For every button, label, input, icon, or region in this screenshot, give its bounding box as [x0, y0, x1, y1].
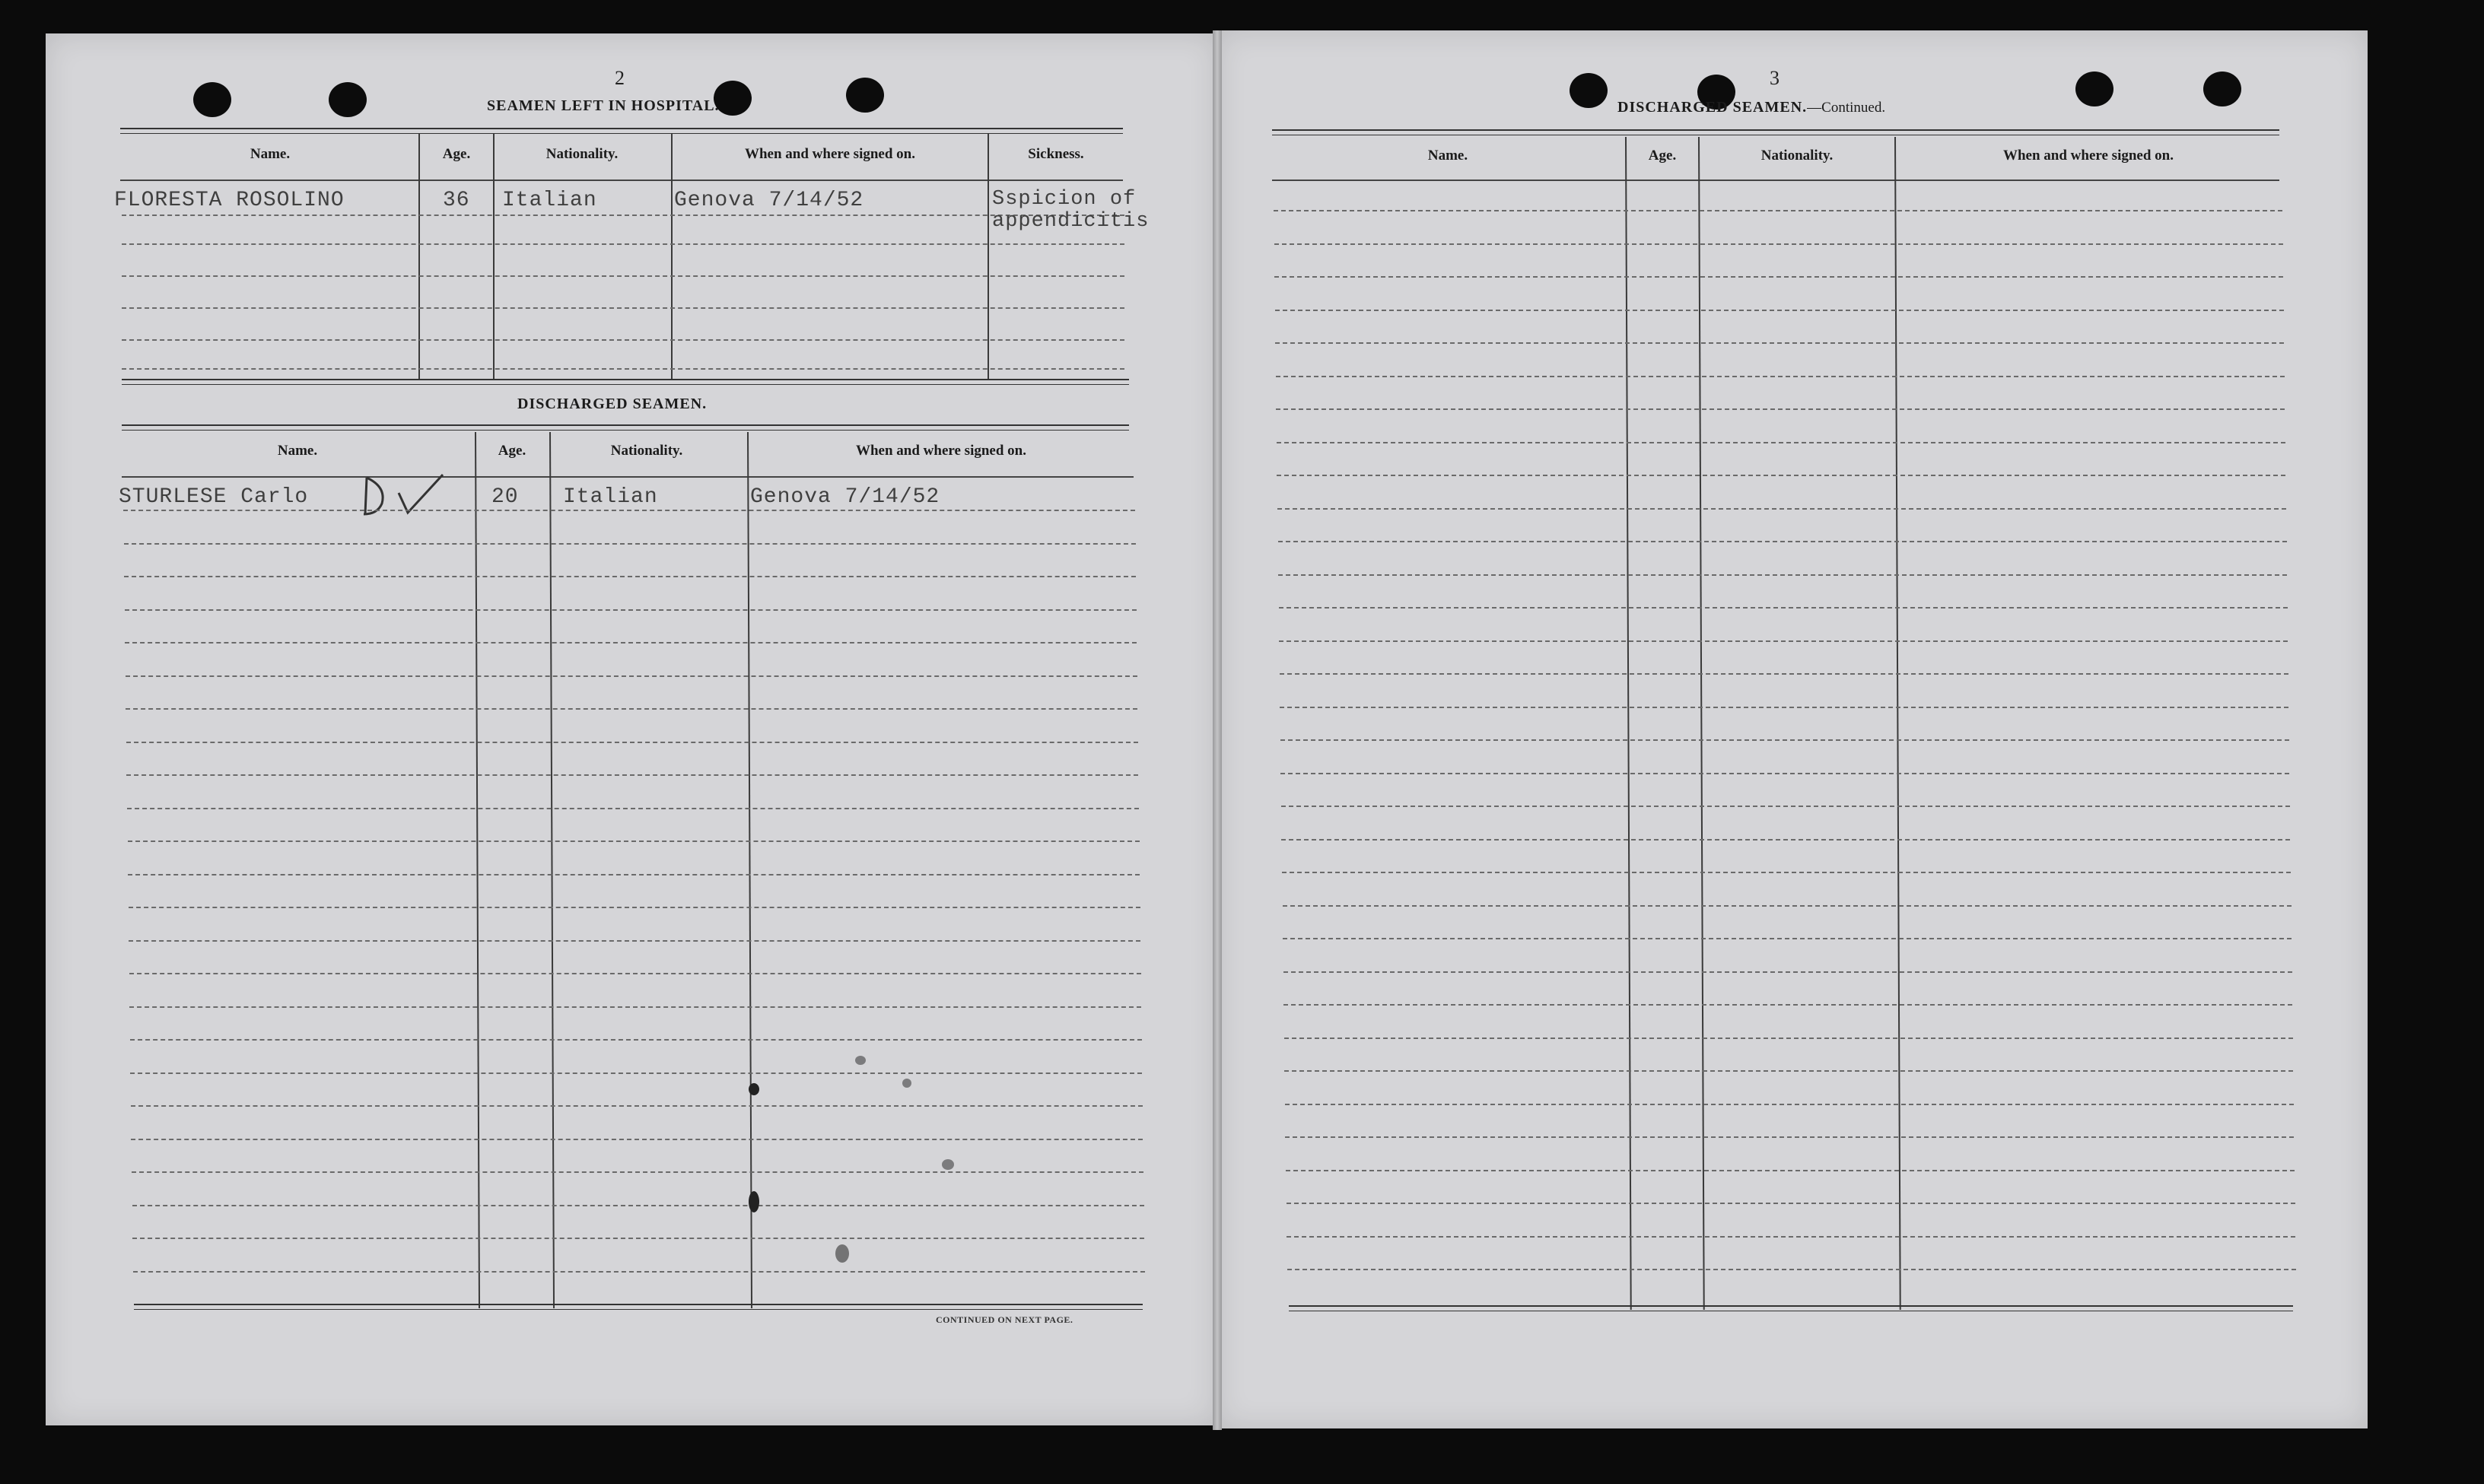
entry-line — [122, 243, 1124, 245]
entry-line — [1287, 1269, 2296, 1270]
entry-line — [1274, 276, 2283, 278]
discharged-top-rule — [122, 424, 1129, 431]
entry-line — [126, 675, 1137, 677]
continued-suffix: —Continued. — [1807, 100, 1886, 116]
entry-line — [1281, 839, 2290, 841]
entry-line — [122, 275, 1124, 277]
entry-line — [132, 1238, 1144, 1239]
entry-line — [1277, 442, 2285, 443]
entry-line — [128, 841, 1140, 842]
entry-line — [1275, 310, 2284, 311]
hospital-row-signed-on: Genova 7/14/52 — [674, 189, 864, 212]
entry-line — [133, 1271, 1145, 1273]
entry-line — [1285, 1136, 2294, 1138]
ink-stain — [749, 1191, 759, 1212]
discharged-section-title: DISCHARGED SEAMEN. — [517, 396, 708, 412]
entry-line — [126, 742, 1138, 743]
column-divider — [493, 134, 495, 379]
hospital-top-rule — [120, 128, 1123, 134]
hospital-row-sickness: Sspicion of appendicitis — [992, 188, 1150, 233]
discharged-col-signed-on: When and where signed on. — [855, 443, 1026, 459]
discharged-col-nationality: Nationality. — [610, 443, 683, 459]
ink-stain — [942, 1159, 954, 1170]
entry-line — [128, 874, 1140, 875]
right-col-nationality: Nationality. — [1760, 148, 1834, 164]
column-divider — [988, 134, 989, 379]
entry-line — [124, 576, 1136, 577]
ink-stain — [835, 1244, 849, 1263]
right-bottom-rule — [1289, 1305, 2293, 1311]
hospital-col-nationality: Nationality. — [545, 146, 619, 162]
entry-line — [129, 973, 1141, 974]
ink-stain — [855, 1056, 866, 1065]
entry-line — [1283, 905, 2292, 907]
entry-line — [1278, 574, 2287, 576]
right-page — [1217, 30, 2368, 1428]
hospital-row-name: FLORESTA ROSOLINO — [114, 189, 345, 212]
right-col-signed-on: When and where signed on. — [2002, 148, 2174, 164]
hospital-col-signed-on: When and where signed on. — [744, 146, 915, 162]
discharged-col-age: Age. — [498, 443, 526, 459]
punch-hole — [2203, 71, 2241, 106]
entry-line — [1284, 1038, 2293, 1039]
ink-stain — [749, 1083, 759, 1095]
entry-line — [130, 1039, 1142, 1041]
entry-line — [1285, 1104, 2294, 1105]
hospital-header-rule — [120, 180, 1123, 181]
entry-line — [1274, 243, 2283, 245]
entry-line — [1280, 707, 2288, 708]
punch-hole — [193, 82, 231, 117]
entry-line — [129, 1006, 1141, 1008]
entry-line — [1275, 342, 2284, 344]
right-col-name: Name. — [1427, 148, 1468, 164]
entry-line — [1286, 1170, 2295, 1171]
discharged-header-rule — [122, 476, 1134, 478]
entry-line — [1287, 1236, 2295, 1238]
hospital-col-name: Name. — [250, 146, 291, 162]
entry-line — [1280, 773, 2289, 774]
entry-line — [1280, 673, 2288, 675]
entry-line — [125, 642, 1137, 643]
punch-hole — [846, 78, 884, 113]
entry-line — [132, 1171, 1143, 1173]
entry-line — [122, 368, 1124, 370]
entry-line — [122, 214, 1124, 216]
entry-line — [130, 1072, 1142, 1074]
discharged-bottom-rule — [134, 1304, 1143, 1310]
handwritten-check-mark — [358, 470, 456, 520]
hospital-col-age: Age. — [442, 146, 471, 162]
hospital-col-sickness: Sickness. — [1028, 146, 1084, 162]
hospital-bottom-rule — [122, 379, 1129, 385]
entry-line — [1280, 739, 2289, 741]
entry-line — [1287, 1203, 2295, 1204]
left-page — [46, 33, 1217, 1425]
page-number: 3 — [1770, 67, 1780, 89]
hospital-row-age: 36 — [443, 189, 470, 212]
entry-line — [1278, 541, 2287, 542]
entry-line — [1282, 872, 2291, 873]
entry-line — [131, 1139, 1143, 1140]
entry-line — [1284, 1070, 2293, 1072]
ink-stain — [902, 1079, 911, 1088]
entry-line — [1274, 210, 2282, 211]
column-divider — [418, 134, 420, 379]
entry-line — [1279, 607, 2288, 609]
entry-line — [1276, 408, 2285, 410]
punch-hole — [329, 82, 367, 117]
right-top-rule — [1272, 129, 2279, 135]
entry-line — [1276, 376, 2285, 377]
right-col-age: Age. — [1648, 148, 1677, 164]
continued-note: CONTINUED ON NEXT PAGE. — [936, 1314, 1073, 1325]
column-divider — [671, 134, 673, 379]
entry-line — [123, 510, 1135, 511]
entry-line — [127, 808, 1139, 809]
entry-line — [129, 940, 1140, 942]
entry-line — [132, 1205, 1144, 1206]
punch-hole — [1570, 73, 1608, 108]
entry-line — [131, 1105, 1143, 1107]
entry-line — [126, 708, 1137, 710]
entry-line — [126, 774, 1138, 776]
discharged-col-name: Name. — [277, 443, 318, 459]
entry-line — [1283, 971, 2292, 973]
entry-line — [124, 543, 1136, 545]
entry-line — [1283, 1004, 2292, 1006]
discharged-row-name: STURLESE Carlo — [119, 485, 309, 509]
entry-line — [125, 609, 1137, 611]
entry-line — [129, 907, 1140, 908]
entry-line — [1283, 938, 2292, 939]
discharged-continued-title — [1617, 99, 1885, 116]
discharged-continued-title-main: DISCHARGED SEAMEN. — [1617, 99, 1808, 116]
entry-line — [1281, 806, 2290, 807]
book-gutter — [1213, 30, 1222, 1430]
hospital-row-nationality: Italian — [502, 189, 597, 212]
entry-line — [1277, 475, 2285, 476]
entry-line — [122, 339, 1124, 341]
discharged-row-nationality: Italian — [563, 485, 658, 509]
page-number: 2 — [615, 67, 625, 89]
hospital-section-title: SEAMEN LEFT IN HOSPITAL. — [487, 97, 720, 114]
entry-line — [122, 307, 1124, 309]
entry-line — [1279, 640, 2288, 642]
discharged-row-age: 20 — [491, 485, 519, 509]
discharged-row-signed-on: Genova 7/14/52 — [750, 485, 940, 509]
right-header-rule — [1272, 180, 2279, 181]
punch-hole — [2075, 71, 2113, 106]
entry-line — [1277, 508, 2286, 510]
